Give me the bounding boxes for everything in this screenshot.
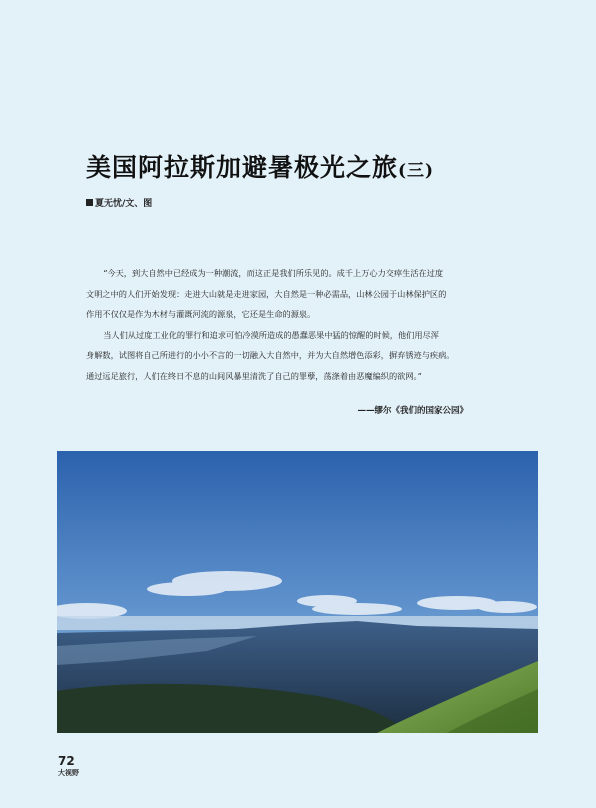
text-line: 文明之中的人们开始发现：走进大山就是走进家园，大自然是一种必需品，山林公园于山林保护区的	[86, 288, 447, 299]
article-title-main: 美国阿拉斯加避暑极光之旅	[86, 153, 399, 182]
landscape-photo	[57, 451, 538, 733]
byline	[86, 196, 152, 209]
byline-text: 夏无忧/文、图	[95, 199, 153, 209]
page-number: 72	[58, 754, 75, 768]
text-line: 身解数，试图将自己所进行的小小不言的一切融入大自然中，并为大自然增色添彩，摒弃锈迹与疾病。	[86, 350, 455, 360]
attribution: ——缪尔《我们的国家公园》	[357, 406, 468, 416]
epigraph-paragraph-2	[86, 325, 472, 387]
epigraph-paragraph-1	[86, 263, 472, 325]
text-line: 当人们从过度工业化的罪行和追求可怕冷漠所造成的愚蠢恶果中猛的惊醒的时候，他们用尽浑	[103, 329, 439, 340]
text-line: 作用不仅仅是作为木材与灌溉河流的源泉，它还是生命的源泉。	[86, 309, 316, 319]
article-title-part: (三)	[398, 161, 435, 181]
magazine-name: 大视野	[58, 769, 79, 777]
text-line: 通过远足旅行，人们在终日不息的山间风暴里清洗了自己的罪孽，荡涤着由恶魔编织的欲网。”	[86, 370, 422, 381]
article-title	[86, 148, 526, 184]
epigraph	[86, 263, 472, 386]
square-bullet-icon	[86, 199, 93, 206]
text-line: “今天，到大自然中已经成为一种潮流，而这正是我们所乐见的。成千上万心力交瘁生活在过度	[103, 268, 444, 278]
